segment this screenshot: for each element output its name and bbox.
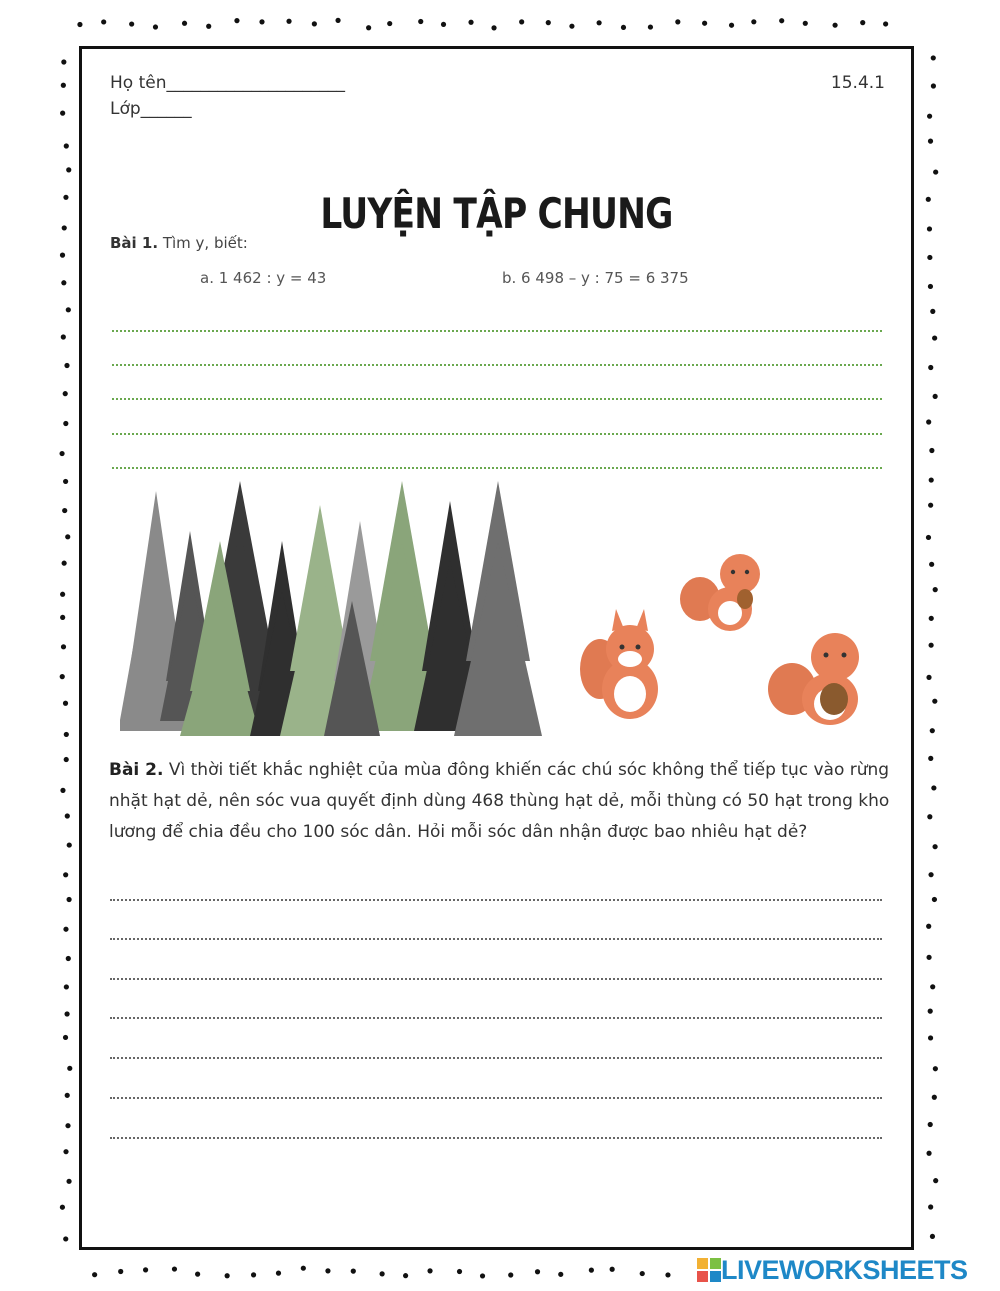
border-dot bbox=[927, 226, 932, 231]
border-dot bbox=[64, 984, 69, 989]
border-dot bbox=[63, 421, 68, 426]
border-dot bbox=[546, 20, 551, 25]
border-dot bbox=[929, 616, 934, 621]
forest-illustration bbox=[120, 481, 560, 737]
border-dot bbox=[930, 1234, 935, 1239]
border-dot bbox=[929, 448, 934, 453]
border-dot bbox=[928, 1122, 933, 1127]
border-dot bbox=[61, 644, 66, 649]
border-dot bbox=[387, 21, 392, 26]
border-dot bbox=[931, 83, 936, 88]
border-dot bbox=[926, 955, 931, 960]
border-dot bbox=[930, 984, 935, 989]
answer-line[interactable] bbox=[110, 1097, 882, 1099]
border-dot bbox=[930, 309, 935, 314]
border-dot bbox=[65, 1123, 70, 1128]
border-dot bbox=[59, 451, 64, 456]
exercise2-question: Vì thời tiết khắc nghiệt của mùa đông khiến các chú sóc không thể tiếp tục vào rừng nhặt hạt dẻ, nên sóc vua quyết định dùng 468 thùng hạt dẻ, mỗi thùng có 50 hạt trong kho lương để chia đều cho 100 sóc dân. Hỏi mỗi sóc dân nhận được bao nhiêu hạt dẻ? bbox=[109, 760, 890, 842]
border-dot bbox=[648, 24, 653, 29]
border-dot bbox=[182, 21, 187, 26]
border-dot bbox=[928, 1035, 933, 1040]
liveworksheets-logo[interactable] bbox=[697, 1253, 968, 1287]
border-dot bbox=[60, 615, 65, 620]
border-dot bbox=[60, 111, 65, 116]
border-dot bbox=[933, 587, 938, 592]
border-dot bbox=[441, 22, 446, 27]
border-dot bbox=[929, 562, 934, 567]
border-dot bbox=[597, 20, 602, 25]
border-dot bbox=[60, 592, 65, 597]
border-dot bbox=[932, 1095, 937, 1100]
border-dot bbox=[66, 167, 71, 172]
border-dot bbox=[928, 284, 933, 289]
border-dot bbox=[380, 1271, 385, 1276]
border-dot bbox=[418, 19, 423, 24]
border-dot bbox=[64, 363, 69, 368]
border-dot bbox=[64, 1011, 69, 1016]
border-dot bbox=[457, 1269, 462, 1274]
border-dot bbox=[927, 814, 932, 819]
squirrel bbox=[680, 554, 760, 631]
border-dot bbox=[67, 842, 72, 847]
border-dot bbox=[427, 1268, 432, 1273]
answer-line[interactable] bbox=[110, 978, 882, 980]
border-dot bbox=[508, 1272, 513, 1277]
border-dot bbox=[928, 1204, 933, 1209]
border-dot bbox=[928, 1009, 933, 1014]
border-dot bbox=[62, 561, 67, 566]
border-dot bbox=[301, 1266, 306, 1271]
border-dot bbox=[325, 1268, 330, 1273]
logo-blocks-icon bbox=[697, 1258, 721, 1282]
border-dot bbox=[928, 756, 933, 761]
border-dot bbox=[63, 1236, 68, 1241]
border-dot bbox=[276, 1271, 281, 1276]
border-dot bbox=[931, 785, 936, 790]
border-dot bbox=[932, 844, 937, 849]
answer-line[interactable] bbox=[112, 330, 882, 332]
squirrel bbox=[580, 609, 658, 719]
answer-line[interactable] bbox=[110, 899, 882, 901]
border-dot bbox=[195, 1272, 200, 1277]
border-dot bbox=[928, 139, 933, 144]
border-dot bbox=[259, 19, 264, 24]
border-dot bbox=[66, 1179, 71, 1184]
border-dot bbox=[63, 1149, 68, 1154]
exercise1-label: Bài 1. bbox=[110, 234, 159, 252]
border-dot bbox=[65, 1093, 70, 1098]
equation-b: b. 6 498 – y : 75 = 6 375 bbox=[502, 269, 689, 287]
answer-line[interactable] bbox=[112, 364, 882, 366]
border-dot bbox=[933, 394, 938, 399]
border-dot bbox=[610, 1267, 615, 1272]
exercise1-prompt: Tìm y, biết: bbox=[162, 234, 248, 252]
border-dot bbox=[883, 21, 888, 26]
border-dot bbox=[63, 927, 68, 932]
border-dot bbox=[366, 25, 371, 30]
border-dot bbox=[932, 897, 937, 902]
border-dot bbox=[729, 23, 734, 28]
border-dot bbox=[468, 20, 473, 25]
border-dot bbox=[118, 1269, 123, 1274]
border-dot bbox=[234, 18, 239, 23]
border-dot bbox=[60, 674, 65, 679]
border-dot bbox=[64, 757, 69, 762]
border-dot bbox=[63, 195, 68, 200]
border-dot bbox=[480, 1273, 485, 1278]
border-dot bbox=[286, 19, 291, 24]
border-dot bbox=[929, 643, 934, 648]
answer-line[interactable] bbox=[110, 1057, 882, 1059]
border-dot bbox=[66, 897, 71, 902]
border-dot bbox=[860, 20, 865, 25]
answer-line[interactable] bbox=[110, 1017, 882, 1019]
border-dot bbox=[932, 335, 937, 340]
border-dot bbox=[932, 699, 937, 704]
border-dot bbox=[63, 391, 68, 396]
answer-line[interactable] bbox=[112, 467, 882, 469]
border-dot bbox=[61, 59, 66, 64]
border-dot bbox=[225, 1273, 230, 1278]
border-dot bbox=[675, 19, 680, 24]
border-dot bbox=[569, 24, 574, 29]
border-dot bbox=[665, 1272, 670, 1277]
border-dot bbox=[931, 55, 936, 60]
border-dot bbox=[928, 365, 933, 370]
exercise1-heading bbox=[110, 234, 248, 252]
border-dot bbox=[927, 114, 932, 119]
answer-line[interactable] bbox=[112, 398, 882, 400]
border-dot bbox=[129, 21, 134, 26]
border-dot bbox=[927, 255, 932, 260]
class-field-label: Lớp______ bbox=[110, 99, 192, 119]
border-dot bbox=[66, 307, 71, 312]
name-field-label: Họ tên_____________________ bbox=[110, 73, 345, 93]
answer-line[interactable] bbox=[110, 938, 882, 940]
border-dot bbox=[929, 477, 934, 482]
exercise2-text-block bbox=[109, 755, 899, 848]
border-dot bbox=[832, 23, 837, 28]
border-dot bbox=[519, 19, 524, 24]
border-dot bbox=[65, 534, 70, 539]
page-title: LUYỆN TẬP CHUNG bbox=[320, 189, 673, 238]
border-dot bbox=[589, 1268, 594, 1273]
border-dot bbox=[63, 872, 68, 877]
answer-line[interactable] bbox=[110, 1137, 882, 1139]
border-dot bbox=[928, 503, 933, 508]
border-dot bbox=[101, 19, 106, 24]
border-dot bbox=[251, 1272, 256, 1277]
border-dot bbox=[61, 334, 66, 339]
border-dot bbox=[933, 169, 938, 174]
border-dot bbox=[702, 21, 707, 26]
border-dot bbox=[92, 1272, 97, 1277]
border-dot bbox=[535, 1269, 540, 1274]
border-dot bbox=[621, 25, 626, 30]
equation-a: a. 1 462 : y = 43 bbox=[200, 269, 327, 287]
border-dot bbox=[926, 197, 931, 202]
border-dot bbox=[61, 83, 66, 88]
exercise2-label: Bài 2. bbox=[109, 760, 164, 780]
border-dot bbox=[62, 225, 67, 230]
border-dot bbox=[335, 18, 340, 23]
border-dot bbox=[640, 1271, 645, 1276]
border-dot bbox=[143, 1267, 148, 1272]
border-dot bbox=[60, 1205, 65, 1210]
border-dot bbox=[558, 1272, 563, 1277]
border-dot bbox=[926, 419, 931, 424]
border-dot bbox=[403, 1273, 408, 1278]
border-dot bbox=[930, 728, 935, 733]
border-dot bbox=[928, 872, 933, 877]
border-dot bbox=[926, 675, 931, 680]
border-dot bbox=[65, 813, 70, 818]
border-dot bbox=[63, 1035, 68, 1040]
border-dot bbox=[351, 1269, 356, 1274]
border-dot bbox=[61, 280, 66, 285]
border-dot bbox=[751, 19, 756, 24]
border-dot bbox=[64, 732, 69, 737]
border-dot bbox=[926, 1151, 931, 1156]
border-dot bbox=[779, 18, 784, 23]
border-dot bbox=[66, 956, 71, 961]
border-dot bbox=[926, 924, 931, 929]
border-dot bbox=[64, 143, 69, 148]
squirrels-illustration bbox=[580, 539, 880, 729]
border-dot bbox=[153, 24, 158, 29]
border-dot bbox=[312, 21, 317, 26]
border-dot bbox=[77, 22, 82, 27]
border-dot bbox=[926, 535, 931, 540]
border-dot bbox=[491, 25, 496, 30]
border-dot bbox=[63, 701, 68, 706]
squirrel bbox=[768, 633, 859, 725]
answer-line[interactable] bbox=[112, 433, 882, 435]
border-dot bbox=[62, 508, 67, 513]
border-dot bbox=[933, 1066, 938, 1071]
border-dot bbox=[206, 24, 211, 29]
border-dot bbox=[60, 253, 65, 258]
worksheet-page bbox=[79, 46, 914, 1250]
border-dot bbox=[60, 788, 65, 793]
border-dot bbox=[63, 479, 68, 484]
border-dot bbox=[172, 1266, 177, 1271]
border-dot bbox=[933, 1178, 938, 1183]
border-dot bbox=[803, 21, 808, 26]
logo-text: LIVEWORKSHEETS bbox=[721, 1254, 968, 1285]
border-dot bbox=[67, 1066, 72, 1071]
worksheet-code: 15.4.1 bbox=[830, 73, 885, 93]
